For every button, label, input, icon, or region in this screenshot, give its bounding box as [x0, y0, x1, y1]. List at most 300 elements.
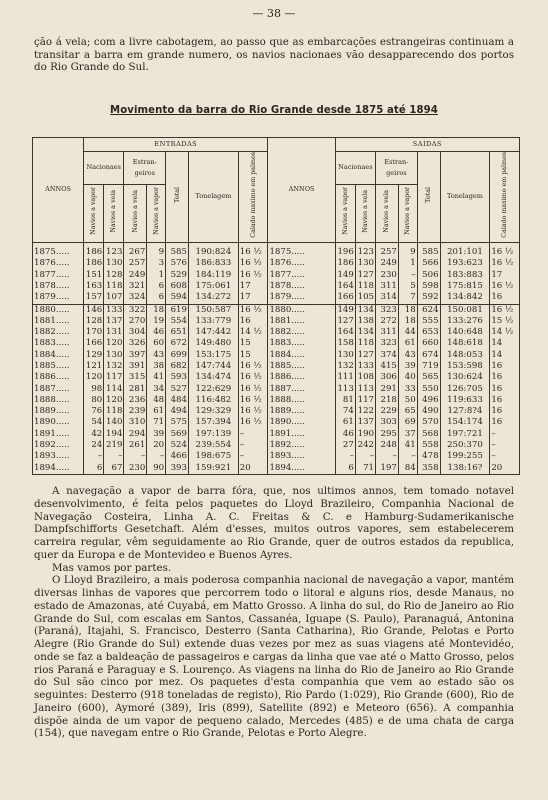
table-cell: 1890.....	[268, 417, 335, 428]
table-cell: 598	[417, 281, 440, 292]
table-row	[33, 327, 520, 338]
table-cell: 18	[398, 316, 417, 327]
table-cell: 140	[104, 417, 124, 428]
table-cell: –	[238, 440, 268, 451]
table-cell: 1876.....	[268, 258, 335, 269]
table-cell: 158	[335, 338, 355, 349]
table-title-text: Movimento da barra do Rio Grande desde 1875 até 1894	[110, 103, 438, 116]
table-cell: 1882.....	[268, 327, 335, 338]
table-cell: 127:8?4	[440, 406, 490, 417]
paragraph: O Lloyd Brazileiro, a mais poderosa companhia nacional de navegação a vapor, mantém diversas linhas de vapores que percorrem todo o litoral e alguns rios, desde Manaus, no estado de Amazonas, até Cuyabá, em Matto Grosso. A linha do sul, do Rio de Janeiro ao Rio Grande do Sul, com escalas em Santos, Cassanéa, Iguape (S. Paulo), Paranaguá, Antonina (Paraná), Itajahi, S. Francisco, Desterro (Santa Catharina), Rio Grande, Pelotas e Porto Alegre (Rio Grande do Sul) extende duas vezes por mez as suas viagens até Montevidéo, onde se faz a baldeação de passageiros e cargas da linha que vae até o Matto Grosso, pelos rios Paraná e Paraguay e S. Lourenço. As viagens na linha do Rio de Janeiro ao Rio Grande do Sul são cinco por mez. Os paquetes d'esta companhia que vem ao estado são os seguintes: Desterro (918 toneladas de registo), Rio Pardo (1:029), Rio Grande (600), Rio de Janeiro (600), Aymoré (389), Iris (899), Satellite (892) e Meteoro (656). A companhia dispõe ainda de um vapor de pequeno calado, Mercedes (485) e de uma chata de carga (154), que navegam entre o Rio Grande, Pelotas e Porto Alegre.	[34, 574, 514, 740]
table-cell: 164	[335, 281, 355, 292]
table-cell: 1883.....	[33, 338, 84, 349]
table-cell: 1	[398, 258, 417, 269]
table-cell: 281	[124, 384, 147, 395]
table-cell: 128	[84, 316, 104, 327]
table-row	[33, 361, 520, 372]
table-cell: 6	[84, 463, 104, 475]
table-cell: 1878.....	[33, 281, 84, 292]
table-cell: 137	[104, 316, 124, 327]
table-cell: 39	[398, 361, 417, 372]
table-cell: 132	[104, 361, 124, 372]
table-cell: 576	[166, 258, 189, 269]
calado-header-left: Calado maximo em palmos	[238, 152, 268, 243]
table-cell: 74	[335, 406, 355, 417]
table-cell: 304	[124, 327, 147, 338]
movement-table	[32, 137, 520, 475]
table-cell: –	[490, 429, 520, 440]
table-cell: 16 ½	[238, 361, 268, 372]
table-cell: 147:442	[189, 327, 239, 338]
table-cell: 358	[417, 463, 440, 475]
table-cell: 108	[355, 372, 375, 383]
table-cell: 1880.....	[268, 304, 335, 316]
table-cell: 154:174	[440, 417, 490, 428]
table-cell: 129	[84, 350, 104, 361]
table-cell: 14 ½	[490, 327, 520, 338]
table-cell: 295	[376, 429, 399, 440]
table-cell: 16	[490, 417, 520, 428]
table-cell: 130	[335, 350, 355, 361]
table-cell: 1	[147, 270, 166, 281]
table-cell: 1885.....	[33, 361, 84, 372]
table-cell: 134:474	[189, 372, 239, 383]
table-cell: 9	[398, 243, 417, 259]
table-cell: 16	[490, 372, 520, 383]
table-cell: 16 ½	[490, 243, 520, 259]
table-cell: 76	[84, 406, 104, 417]
table-cell: 323	[376, 338, 399, 349]
table-cell: 134:272	[189, 292, 239, 304]
table-cell: 71	[147, 417, 166, 428]
table-cell: 593	[166, 372, 189, 383]
table-cell: 133:779	[189, 316, 239, 327]
navios-vapor-header: Navios a vapor	[147, 184, 166, 242]
table-cell: 1891.....	[268, 429, 335, 440]
table-cell: 15	[238, 338, 268, 349]
intro-text: ção á vela; com a livre cabotagem, ao passo que as embarcações estrangeiras continuam a transitar a barra em grande numero, os navios nacionaes vão desapparecendo dos portos do Rio Grande do Sul.	[34, 36, 514, 73]
table-cell: 1881.....	[268, 316, 335, 327]
table-cell: 314	[376, 292, 399, 304]
table-cell: –	[238, 429, 268, 440]
table-row	[33, 350, 520, 361]
table-cell: 570	[417, 417, 440, 428]
table-cell: 40	[398, 372, 417, 383]
table-cell: 311	[376, 327, 399, 338]
table-cell: 149:480	[189, 338, 239, 349]
table-cell: 311	[376, 281, 399, 292]
table-cell: 34	[147, 384, 166, 395]
annos-header-left: ANNOS	[33, 138, 84, 243]
table-cell: 16 ½	[238, 384, 268, 395]
table-cell: 118	[104, 281, 124, 292]
table-cell: 133	[104, 304, 124, 316]
table-cell: –	[376, 451, 399, 462]
table-cell: 391	[124, 361, 147, 372]
table-cell: 16	[490, 292, 520, 304]
table-cell: 324	[124, 292, 147, 304]
table-cell: 527	[166, 384, 189, 395]
table-cell: 148:053	[440, 350, 490, 361]
navios-vapor-header: Navios a vapor	[398, 184, 417, 242]
table-row	[33, 338, 520, 349]
table-cell: 33	[398, 384, 417, 395]
table-row	[33, 281, 520, 292]
table-cell: 132	[335, 361, 355, 372]
table-cell: 131	[104, 327, 124, 338]
table-cell: 107	[104, 292, 124, 304]
table-cell: 157	[84, 292, 104, 304]
table-cell: 151	[84, 270, 104, 281]
table-cell: 1876.....	[33, 258, 84, 269]
table-cell: 90	[147, 463, 166, 475]
table-cell: 1889.....	[268, 406, 335, 417]
table-cell: 1888.....	[268, 395, 335, 406]
table-cell: 67	[104, 463, 124, 475]
table-cell: 20	[490, 463, 520, 475]
total-header-left: Total	[166, 152, 189, 243]
table-cell: 134	[355, 304, 375, 316]
table-cell: 42	[84, 429, 104, 440]
table-cell: 230	[124, 463, 147, 475]
navios-vela-header: Navios a vela	[124, 184, 147, 242]
nacionaes-header-left: Nacionaes	[84, 152, 124, 185]
table-cell: 153:175	[189, 350, 239, 361]
table-cell: 565	[417, 372, 440, 383]
table-row	[33, 258, 520, 269]
table-cell: 248	[376, 440, 399, 451]
table-cell: 484	[166, 395, 189, 406]
table-cell: 1877.....	[33, 270, 84, 281]
table-cell: 682	[166, 361, 189, 372]
table-cell: 323	[376, 304, 399, 316]
table-cell: 3	[147, 258, 166, 269]
table-cell: 43	[147, 350, 166, 361]
table-cell: 183:883	[440, 270, 490, 281]
table-row	[33, 463, 520, 475]
table-cell: 16 ½	[238, 372, 268, 383]
table-cell: 524	[166, 440, 189, 451]
table-cell: 267	[124, 243, 147, 259]
calado-header-right: Calado maximo em palmos	[490, 152, 520, 243]
table-cell: 41	[147, 372, 166, 383]
table-cell: 315	[124, 372, 147, 383]
table-cell: 170	[84, 327, 104, 338]
tonelagem-header-right: Tonelagem	[440, 152, 490, 243]
table-cell: –	[335, 451, 355, 462]
table-cell: 128	[104, 270, 124, 281]
table-cell: 270	[124, 316, 147, 327]
table-cell: 575	[166, 417, 189, 428]
table-cell: 674	[417, 350, 440, 361]
table-row	[33, 406, 520, 417]
table-cell: 164	[335, 327, 355, 338]
table-cell: 16 ½	[238, 395, 268, 406]
table-cell: 60	[147, 338, 166, 349]
table-cell: 16 ½	[238, 258, 268, 269]
table-cell: 554	[166, 316, 189, 327]
table-cell: 16	[490, 384, 520, 395]
table-cell: 17	[238, 281, 268, 292]
table-row	[33, 395, 520, 406]
page-number: — 38 —	[252, 7, 296, 20]
table-cell: 98	[84, 384, 104, 395]
table-cell: 127	[355, 270, 375, 281]
table-cell: 119:633	[440, 395, 490, 406]
table-cell: 478	[417, 451, 440, 462]
table-cell: 660	[417, 338, 440, 349]
table-cell: 1875.....	[33, 243, 84, 259]
table-cell: 594	[166, 292, 189, 304]
table-cell: 619	[166, 304, 189, 316]
table-cell: 19	[147, 316, 166, 327]
table-cell: 48	[147, 395, 166, 406]
table-cell: 133:276	[440, 316, 490, 327]
table-cell: 80	[84, 395, 104, 406]
table-cell: 61	[147, 406, 166, 417]
table-cell: 117	[355, 395, 375, 406]
table-cell: 137	[355, 417, 375, 428]
nacionaes-header-right: Nacionaes	[335, 152, 375, 185]
table-row	[33, 429, 520, 440]
table-cell: 153:598	[440, 361, 490, 372]
table-cell: 6	[147, 292, 166, 304]
table-title	[22, 103, 526, 116]
table-cell: 41	[398, 440, 417, 451]
table-cell: 1891.....	[33, 429, 84, 440]
table-cell: 146	[84, 304, 104, 316]
table-cell: 16 ½	[490, 304, 520, 316]
table-cell: 16	[490, 406, 520, 417]
table-cell: 466	[166, 451, 189, 462]
table-cell: 1888.....	[33, 395, 84, 406]
table-cell: 114	[104, 384, 124, 395]
table-cell: 303	[376, 417, 399, 428]
table-cell: 122:629	[189, 384, 239, 395]
table-cell: 127	[355, 350, 375, 361]
table-cell: 186	[84, 243, 104, 259]
total-header-right: Total	[417, 152, 440, 243]
table-cell: 374	[376, 350, 399, 361]
table-cell: 20	[147, 440, 166, 451]
table-cell: 186	[335, 258, 355, 269]
table-cell: 249	[124, 270, 147, 281]
table-cell: 494	[166, 406, 189, 417]
table-cell: 113	[335, 384, 355, 395]
table-cell: 120	[84, 372, 104, 383]
table-cell: 199:255	[440, 451, 490, 462]
table-cell: 1887.....	[33, 384, 84, 395]
table-cell: 61	[335, 417, 355, 428]
table-cell: 43	[398, 350, 417, 361]
table-cell: 608	[166, 281, 189, 292]
table-body	[33, 243, 520, 475]
table-cell: 190:824	[189, 243, 239, 259]
table-cell: 1884.....	[33, 350, 84, 361]
table-cell: –	[124, 451, 147, 462]
table-cell: 1890.....	[33, 417, 84, 428]
table-cell: 699	[166, 350, 189, 361]
table-cell: 118	[104, 406, 124, 417]
table-cell: 122	[355, 406, 375, 417]
table-cell: 84	[398, 463, 417, 475]
table-cell: 198:675	[189, 451, 239, 462]
table-cell: 166	[84, 338, 104, 349]
table-cell: 148:618	[440, 338, 490, 349]
table-cell: 16 ½	[238, 243, 268, 259]
table-cell: 194	[104, 429, 124, 440]
table-cell: 150:587	[189, 304, 239, 316]
table-cell: 496	[417, 395, 440, 406]
table-cell: 130	[355, 258, 375, 269]
table-cell: 506	[417, 270, 440, 281]
table-cell: 6	[147, 281, 166, 292]
table-cell: 672	[166, 338, 189, 349]
table-cell: 230	[376, 270, 399, 281]
table-cell: 16	[238, 316, 268, 327]
table-cell: 54	[84, 417, 104, 428]
table-cell: 150:081	[440, 304, 490, 316]
table-cell: 568	[417, 429, 440, 440]
estrangeiros-header-left: Estran-geiros	[124, 152, 166, 185]
table-cell: 529	[166, 270, 189, 281]
table-cell: 120	[104, 338, 124, 349]
table-cell: 16 ½	[490, 258, 520, 269]
table-cell: 130:624	[440, 372, 490, 383]
table-cell: 123	[355, 243, 375, 259]
table-cell: 120	[104, 395, 124, 406]
table-cell: 6	[335, 463, 355, 475]
table-cell: 585	[417, 243, 440, 259]
table-cell: 14	[490, 338, 520, 349]
table-cell: 569	[166, 429, 189, 440]
table-cell: 1878.....	[268, 281, 335, 292]
table-cell: 5	[398, 281, 417, 292]
table-cell: –	[104, 451, 124, 462]
table-cell: 1887.....	[268, 384, 335, 395]
table-cell: 1893.....	[33, 451, 84, 462]
table-cell: 201:101	[440, 243, 490, 259]
table-cell: 219	[104, 440, 124, 451]
entradas-header: ENTRADAS	[84, 138, 268, 152]
table-cell: 166	[335, 292, 355, 304]
table-cell: 190	[355, 429, 375, 440]
annos-header-right: ANNOS	[268, 138, 335, 243]
table-cell: 38	[147, 361, 166, 372]
intro-paragraph	[34, 36, 514, 74]
table-cell: 15	[238, 350, 268, 361]
table-cell: 257	[124, 258, 147, 269]
table-cell: 14 ½	[238, 327, 268, 338]
table-cell: 138	[355, 316, 375, 327]
table-cell: 9	[147, 243, 166, 259]
table-cell: 1881.....	[33, 316, 84, 327]
tonelagem-header-left: Tonelagem	[189, 152, 239, 243]
table-cell: 1893.....	[268, 451, 335, 462]
table-cell: –	[490, 451, 520, 462]
table-cell: 50	[398, 395, 417, 406]
table-cell: 197:139	[189, 429, 239, 440]
table-cell: 393	[166, 463, 189, 475]
table-cell: 138:16?	[440, 463, 490, 475]
table-row	[33, 451, 520, 462]
table-row	[33, 304, 520, 316]
table-cell: 14	[490, 350, 520, 361]
table-cell: 490	[417, 406, 440, 417]
table-cell: 249	[376, 258, 399, 269]
table-cell: 1882.....	[33, 327, 84, 338]
table-cell: 193:623	[440, 258, 490, 269]
table-cell: 16 ½	[490, 281, 520, 292]
table-cell: 719	[417, 361, 440, 372]
table-cell: 229	[376, 406, 399, 417]
table-cell: 17	[490, 270, 520, 281]
table-cell: 397	[124, 350, 147, 361]
table-cell: 18	[147, 304, 166, 316]
table-cell: 175:815	[440, 281, 490, 292]
table-cell: 1892.....	[33, 440, 84, 451]
table-cell: 1892.....	[268, 440, 335, 451]
table-cell: 121	[84, 361, 104, 372]
table-cell: 239	[124, 406, 147, 417]
table-cell: 196	[335, 243, 355, 259]
table-cell: 24	[84, 440, 104, 451]
table-cell: 16 ½	[238, 270, 268, 281]
table-cell: 61	[398, 338, 417, 349]
table-row	[33, 372, 520, 383]
table-cell: 44	[398, 327, 417, 338]
table-cell: 17	[238, 292, 268, 304]
table-cell: 65	[398, 406, 417, 417]
table-cell: –	[84, 451, 104, 462]
table-cell: 242	[355, 440, 375, 451]
table-cell: 116:482	[189, 395, 239, 406]
navios-vela-header: Navios a vela	[104, 184, 124, 242]
table-cell: 1886.....	[33, 372, 84, 383]
table-cell: 133	[355, 361, 375, 372]
table-cell: 126:705	[440, 384, 490, 395]
table-cell: 1889.....	[33, 406, 84, 417]
table-cell: 310	[124, 417, 147, 428]
table-cell: 1875.....	[268, 243, 335, 259]
navios-vela-header: Navios a vela	[355, 184, 375, 242]
table-cell: 16 ½	[238, 304, 268, 316]
table-cell: 1880.....	[33, 304, 84, 316]
table-cell: 1879.....	[268, 292, 335, 304]
table-row	[33, 316, 520, 327]
table-cell: 71	[355, 463, 375, 475]
table-cell: 123	[104, 243, 124, 259]
table-cell: 415	[376, 361, 399, 372]
table-cell: 239:554	[189, 440, 239, 451]
table-cell: 322	[124, 304, 147, 316]
table-cell: 20	[238, 463, 268, 475]
table-cell: 236	[124, 395, 147, 406]
table-cell: 558	[417, 440, 440, 451]
table-cell: 16 ½	[238, 406, 268, 417]
table-cell: 1894.....	[33, 463, 84, 475]
table-cell: 653	[417, 327, 440, 338]
table-cell: 7	[398, 292, 417, 304]
table-cell: 186	[84, 258, 104, 269]
table-cell: 113	[355, 384, 375, 395]
navios-vapor-header: Navios a vapor	[84, 184, 104, 242]
table-cell: 129:329	[189, 406, 239, 417]
table-cell: 550	[417, 384, 440, 395]
table-cell: 46	[335, 429, 355, 440]
table-cell: 555	[417, 316, 440, 327]
table-cell: 15 ½	[490, 316, 520, 327]
